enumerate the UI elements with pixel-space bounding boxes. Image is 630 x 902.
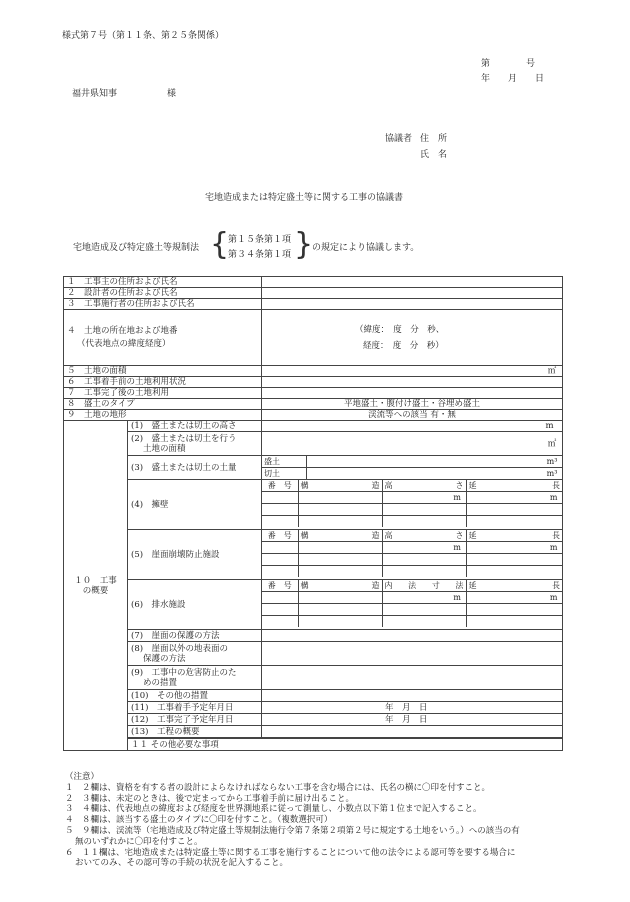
m-unit: m [545,421,554,431]
note-4: ４ ８欄は、該当する盛土のタイプに〇印を付すこと。（複数選択可） [65,815,333,826]
sub-5-label: (5) 崖面崩壊防止施設 [128,530,262,580]
row-10-subtitle: の概要 [82,585,109,596]
sub-13-label: (13) 工程の概要 [128,726,262,738]
cell[interactable] [262,516,298,528]
date-label: 年 月 日 [481,74,545,84]
col-structure: 構 造 [298,480,382,492]
cell[interactable] [382,504,466,516]
col-inner-dim: 内 法 寸 法 [382,580,466,592]
sub-8-value[interactable] [262,642,563,666]
sub-2-value[interactable] [262,432,563,456]
row-3-value[interactable] [262,299,563,310]
cell[interactable] [298,604,382,616]
sub-13-value[interactable] [262,726,563,738]
row-2-value[interactable] [262,288,563,299]
fill-volume[interactable] [306,456,562,468]
latitude-field: （緯度： 度 分 秒、 [355,324,445,335]
note-2: ２ ３欄は、未定のときは、後で定まってから工事着手前に届け出ること。 [65,793,355,804]
sub-10-label: (10) その他の措置 [128,690,262,702]
cell[interactable] [466,616,562,628]
slope-protection-table [262,530,563,580]
document-number-label: 第 号 [481,59,536,69]
addressee: 福井県知事 [72,89,118,99]
law-name: 宅地造成及び特定盛土等規制法 [73,243,200,253]
left-brace: { [210,227,230,262]
row-2-label: ２ 設計者の住所および氏名 [64,288,262,299]
row-6-label: ６ 工事着手前の土地利用状況 [64,377,262,388]
cell[interactable] [298,566,382,578]
sub-7-value[interactable] [262,630,563,642]
sub-9-value[interactable] [262,666,563,690]
m3-unit: m³ [546,456,558,466]
m-unit: m [549,592,558,602]
sub-6-label: (6) 排水施設 [128,580,262,630]
m-unit: m [549,492,558,502]
note-6: ６ １１欄は、宅地造成または特定盛土等に関する工事を施行することについて他の法令による認可等を要する場合に [65,847,516,858]
row-7-label: ７ 工事完了後の土地利用 [64,388,262,399]
m-unit: m [549,542,558,552]
m-unit: m [453,592,461,602]
m-unit: m [453,542,461,552]
address-label: 住 所 [420,134,448,144]
row-1-label: １ 工事主の住所および氏名 [64,277,262,288]
cell[interactable] [466,604,562,616]
longitude-field: 経度： 度 分 秒） [363,340,444,351]
row-3-label: ３ 工事施行者の住所および氏名 [64,299,262,310]
cell[interactable] [262,554,298,566]
row-4-label [64,310,262,366]
document-title: 宅地造成または特定盛土等に関する工事の協議書 [205,193,404,203]
sqm-unit: ㎡ [547,366,557,376]
col-structure: 構 造 [298,530,382,542]
sub-10-value[interactable] [262,690,563,702]
drainage-table [262,580,563,630]
cell[interactable] [382,592,466,604]
applicant-label: 協議者 [385,134,413,144]
row-10-label [64,421,128,751]
cell[interactable] [466,566,562,578]
col-height: 高 さ [382,530,466,542]
form-number: 様式第７号（第１１条、第２５条関係） [62,31,225,41]
sub-11-label: (11) 工事着手予定年月日 [128,702,262,714]
article-option-2: 第３４条第１項 [228,250,292,260]
cell[interactable] [466,554,562,566]
row-11-label: １１ その他必要な事項 [128,739,563,751]
row-5-value[interactable] [262,366,563,377]
row-10-title: １０ 工事 [74,575,117,586]
row-4-title: ４ 土地の所在地および地番 [67,326,178,336]
cell[interactable] [298,616,382,628]
cell[interactable] [262,542,298,554]
cell[interactable] [262,604,298,616]
row-6-value[interactable] [262,377,563,388]
cell[interactable] [466,542,562,554]
cell[interactable] [382,616,466,628]
note-1: １ ２欄は、資格を有する者の設計によらなければならない工事を含む場合には、氏名の横に〇印を付すこと。 [65,782,491,793]
col-height: 高 さ [382,480,466,492]
cell[interactable] [262,616,298,628]
row-9-value[interactable]: 渓流等への該当 有・無 [262,410,563,421]
col-structure: 構 造 [298,580,382,592]
notes-title: （注意） [65,772,100,782]
retaining-wall-table [262,480,563,530]
fill-label: 盛土 [262,456,306,468]
start-date: 年 月 日 [385,702,428,713]
cell[interactable] [298,492,382,504]
cell[interactable] [262,492,298,504]
row-7-value[interactable] [262,388,563,399]
sub-3-label: (3) 盛土または切土の土量 [128,456,262,480]
m-unit: m [453,492,461,502]
cell[interactable] [298,516,382,528]
col-length: 延 長 [466,530,562,542]
note-3: ３ ４欄は、代表地点の緯度および経度を世界測地系に従って測量し、小数点以下第１位まで記入すること。 [65,804,482,815]
name-label: 氏 名 [420,150,448,160]
cut-label: 切土 [262,468,306,480]
row-4-value[interactable] [262,310,563,366]
cell[interactable] [298,554,382,566]
row-8-label: ８ 盛土のタイプ [64,399,262,410]
cell[interactable] [298,504,382,516]
notes [65,772,570,869]
article-option-1: 第１５条第１項 [228,235,292,245]
cell[interactable] [466,492,562,504]
row-8-value[interactable]: 平地盛土・腹付け盛土・谷埋め盛土 [262,399,563,410]
note-6-cont: おいてのみ、その認可等の手続の状況を記入すること。 [75,858,289,869]
cell[interactable] [466,516,562,528]
sub-12-value[interactable] [262,714,563,726]
sub-2-subtitle: 土地の面積 [143,443,186,454]
cell[interactable] [382,604,466,616]
sub-11-value[interactable] [262,702,563,714]
sub-9-label [128,666,262,690]
sub-9-subtitle: めの措置 [143,677,178,688]
sub-12-label: (12) 工事完了予定年月日 [128,714,262,726]
cell[interactable] [382,566,466,578]
cell[interactable] [466,504,562,516]
agreement-form-table [63,276,563,751]
cell[interactable] [262,566,298,578]
end-date: 年 月 日 [385,714,428,725]
cell[interactable] [382,492,466,504]
statement-tail: の規定により協議します。 [312,243,420,253]
sub-2-label [128,432,262,456]
sub-3-value[interactable] [262,456,563,480]
cell[interactable] [298,542,382,554]
sub-4-label: (4) 擁壁 [128,480,262,530]
row-1-value[interactable] [262,277,563,288]
cell[interactable] [382,554,466,566]
row-9-label: ９ 土地の地形 [64,410,262,421]
right-brace: } [294,227,314,262]
row-4-subtitle: （代表地点の緯度経度） [77,339,171,349]
cell[interactable] [262,504,298,516]
row-5-label: ５ 土地の面積 [64,366,262,377]
col-length: 延 長 [466,480,562,492]
cell[interactable] [298,592,382,604]
sub-7-label: (7) 崖面の保護の方法 [128,630,262,642]
sub-1-label: (1) 盛土または切土の高さ [128,421,262,432]
cell[interactable] [382,542,466,554]
cell[interactable] [382,516,466,528]
note-5: ５ ９欄は、渓流等（宅地造成及び特定盛土等規制法施行令第７条第２項第２号に規定する土地をいう。）への該当の有 [65,825,520,836]
sub-2-title: (2) 盛土または切土を行う [131,433,237,444]
col-number: 番 号 [262,480,298,492]
m3-unit: m³ [546,468,558,478]
cut-volume[interactable] [306,468,562,480]
sub-1-value[interactable] [262,421,563,432]
sub-8-title: (8) 崖面以外の地表面の [131,643,229,654]
sub-8-subtitle: 保護の方法 [143,653,186,664]
sub-9-title: (9) 工事中の危害防止のた [131,667,237,678]
sqm-unit: ㎡ [547,438,557,449]
col-length: 延 長 [466,580,562,592]
col-number: 番 号 [262,530,298,542]
note-5-cont: 無のいずれかに〇印を付すこと。 [75,836,203,847]
cell[interactable] [466,592,562,604]
col-number: 番 号 [262,580,298,592]
sub-8-label [128,642,262,666]
cell[interactable] [262,592,298,604]
honorific: 様 [167,89,177,99]
